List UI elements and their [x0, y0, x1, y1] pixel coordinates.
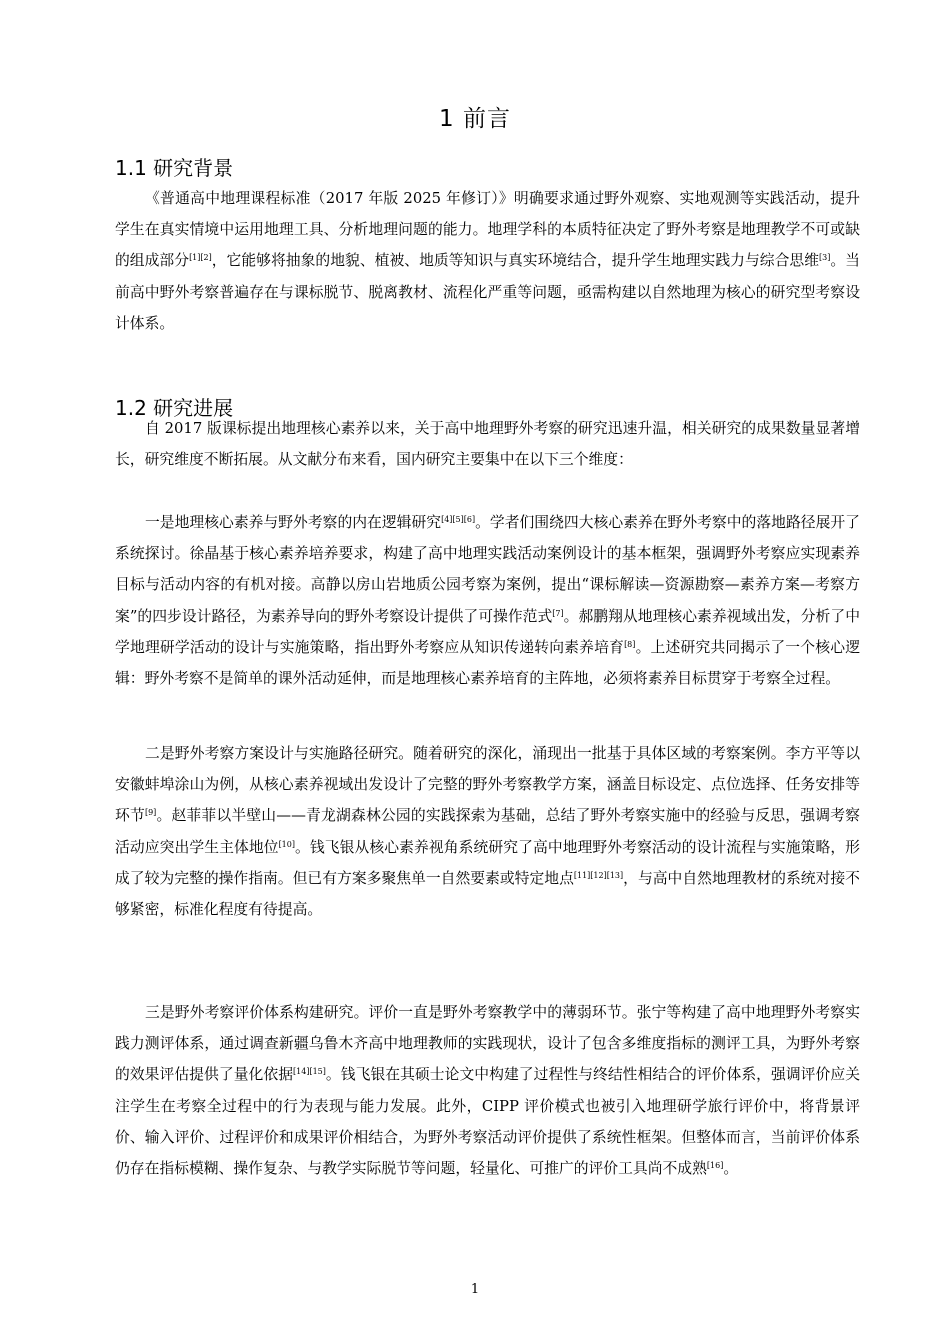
paragraph-text: 。当前高中野外考察普遍存在与课标脱节、脱离教材、流程化严重等问题，亟需构建以自然地理为核心的研究型考察设计体系。 — [115, 252, 860, 332]
page-number: 1 — [470, 1282, 480, 1297]
citation-superscript: [11][12][13] — [573, 870, 624, 880]
paragraph-text: 三是野外考察评价体系构建研究。评价一直是野外考察教学中的薄弱环节。张宁等构建了高中地理野外考察实践力测评体系，通过调查新疆乌鲁木齐高中地理教师的实践现状，设计了包含多维度指标的测评工具，为野外考察的效果评估提供了量化依据 — [115, 1004, 860, 1084]
section-heading-background: 1.1 研究背景 — [115, 156, 234, 180]
citation-superscript: [3] — [819, 253, 831, 263]
chapter-title: 1 前言 — [439, 106, 511, 132]
section-heading-progress: 1.2 研究进展 — [115, 396, 234, 420]
citation-superscript: [10] — [278, 839, 295, 849]
citation-superscript: [8] — [624, 639, 636, 649]
paragraph-text: 一是地理核心素养与野外考察的内在逻辑研究 — [145, 514, 442, 531]
paragraph-progress-dimension-3 — [115, 997, 860, 1184]
paragraph-text: 。赵菲菲以半壁山——青龙湖森林公园的实践探索为基础，总结了野外考察实施中的经验与反思，强调考察活动应突出学生主体地位 — [115, 807, 860, 856]
paragraph-progress-dimension-2 — [115, 738, 860, 925]
citation-superscript: [9] — [144, 808, 157, 818]
citation-superscript: [14][15] — [293, 1067, 326, 1077]
citation-superscript: [7] — [552, 608, 564, 618]
paragraph-text: 《普通高中地理课程标准（2017 年版 2025 年修订）》明确要求通过野外观察、实地观测等实践活动，提升学生在真实情境中运用地理工具、分析地理问题的能力。地理学科的本质特征决定了野外考察是地理教学不可或缺的组成部分 — [115, 190, 860, 270]
paragraph-text: ，与高中自然地理教材的系统对接不够紧密，标准化程度有待提高。 — [115, 869, 860, 919]
paragraph-text: 。 — [723, 1160, 739, 1178]
paragraph-text: 。钱飞银在其硕士论文中构建了过程性与终结性相结合的评价体系，强调评价应关注学生在考察全过程中的行为表现与能力发展。此外，CIPP 评价模式也被引入地理研学旅行评价中，将背景评价、输入评价、过程评价和成果评价相结合，为野外考察活动评价提供了系统性框架。但整体而言，当前评价体系仍存在指标模糊、操作复杂、与教学实际脱节等问题，轻量化、可推广的评价工具尚不成熟 — [115, 1066, 860, 1178]
paragraph-progress-intro — [115, 413, 860, 475]
paragraph-text: 自 2017 版课标提出地理核心素养以来，关于高中地理野外考察的研究迅速升温，相关研究的成果数量显著增长，研究维度不断拓展。从文献分布来看，国内研究主要集中在以下三个维度： — [115, 420, 860, 469]
citation-superscript: [1][2] — [189, 253, 212, 263]
citation-superscript: [4][5][6] — [441, 515, 476, 524]
paragraph-text: ，它能够将抽象的地貌、植被、地质等知识与真实环境结合，提升学生地理实践力与综合思维 — [211, 252, 819, 270]
paragraph-background — [115, 183, 860, 339]
paragraph-progress-dimension-1 — [115, 507, 860, 694]
citation-superscript: [16] — [706, 1161, 724, 1171]
paragraph-text: 。上述研究共同揭示了一个核心逻辑：野外考察不是简单的课外活动延伸，而是地理核心素养培育的主阵地，必须将素养目标贯穿于考察全过程。 — [115, 638, 860, 688]
paragraph-text: 。学者们围绕四大核心素养在野外考察中的落地路径展开了系统探讨。徐晶基于核心素养培养要求，构建了高中地理实践活动案例设计的基本框架，强调野外考察应实现素养目标与活动内容的有机对接。高静以房山岩地质公园考察为案例，提出“课标解读—资源勘察—素养方案—考察方案”的四步设计路径，为素养导向的野外考察设计提供了可操作范式 — [115, 514, 860, 625]
paragraph-text: 二是野外考察方案设计与实施路径研究。随着研究的深化，涌现出一批基于具体区域的考察案例。李方平等以安徽蚌埠涂山为例，从核心素养视域出发设计了完整的野外考察教学方案，涵盖目标设定、点位选择、任务安排等环节 — [115, 745, 860, 825]
paragraph-text: 。郝鹏翔从地理核心素养视域出发，分析了中学地理研学活动的设计与实施策略，指出野外考察应从知识传递转向素养培育 — [115, 607, 860, 656]
paragraph-text: 。钱飞银从核心素养视角系统研究了高中地理野外考察活动的设计流程与实施策略，形成了较为完整的操作指南。但已有方案多聚焦单一自然要素或特定地点 — [115, 838, 860, 887]
